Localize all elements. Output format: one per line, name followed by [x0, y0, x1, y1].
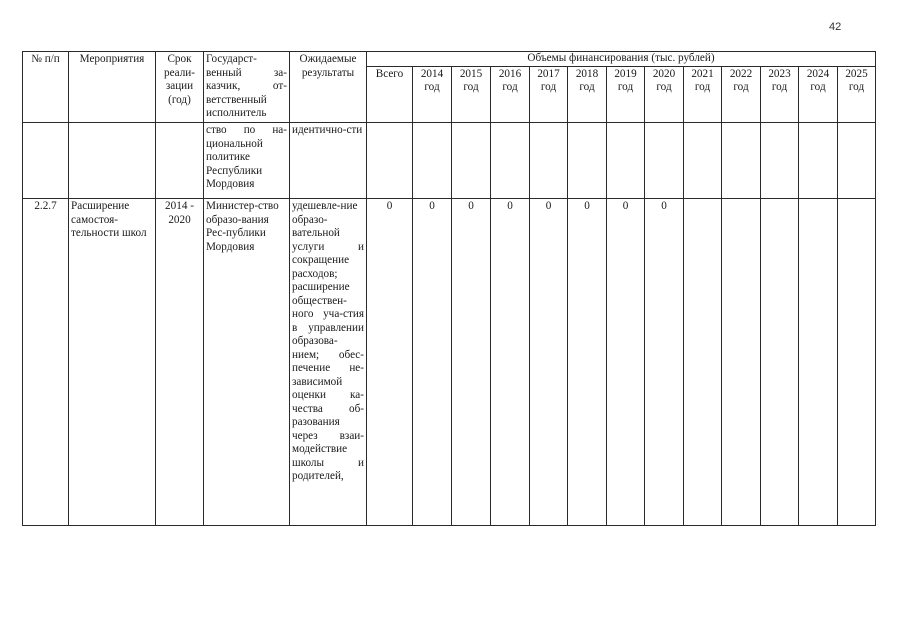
header-year: 2014 год [413, 67, 452, 123]
row-customer: Министер-ство образо-вания Рес-публики Мордовия [204, 199, 290, 526]
row-value [722, 123, 761, 199]
row-value [684, 199, 722, 526]
table-row [23, 199, 876, 526]
row-value [799, 199, 838, 526]
row-value: 0 [568, 199, 607, 526]
row-value [684, 123, 722, 199]
row-value [838, 123, 876, 199]
row-total [367, 123, 413, 199]
header-year: 2025 год [838, 67, 876, 123]
table-row [23, 123, 876, 199]
row-value [761, 199, 799, 526]
header-year: 2018 год [568, 67, 607, 123]
row-term: 2014 - 2020 [156, 199, 204, 526]
header-year: 2020 год [645, 67, 684, 123]
row-event: Расширение самостоя-тельности школ [69, 199, 156, 526]
header-year: 2021 год [684, 67, 722, 123]
row-results: идентично-сти [290, 123, 367, 199]
header-event: Мероприятия [69, 52, 156, 123]
header-year: 2022 год [722, 67, 761, 123]
header-total: Всего [367, 67, 413, 123]
row-customer: ство по на-циональной политике Республики Мордовия [204, 123, 290, 199]
row-value [722, 199, 761, 526]
row-event [69, 123, 156, 199]
row-value [838, 199, 876, 526]
row-value [645, 123, 684, 199]
header-customer: Государст-венный за-казчик, от-ветственный исполнитель [204, 52, 290, 123]
row-num: 2.2.7 [23, 199, 69, 526]
header-row-top [23, 52, 876, 67]
row-results: удешевле-ние образо-вательной услуги и сокращение расходов; расширение обществен-ного уча-стия в управлении образова-нием; обес-печение не-зависимой оценки ка-чества об-разования через взаи-модействие школы и родителей, [290, 199, 367, 526]
row-term [156, 123, 204, 199]
row-value: 0 [413, 199, 452, 526]
header-num: № п/п [23, 52, 69, 123]
funding-table [22, 51, 876, 526]
row-value [491, 123, 530, 199]
row-value [799, 123, 838, 199]
header-year: 2017 год [530, 67, 568, 123]
row-value: 0 [491, 199, 530, 526]
row-value: 0 [607, 199, 645, 526]
header-funding-group: Объемы финансирования (тыс. рублей) [367, 52, 876, 67]
header-year: 2024 год [799, 67, 838, 123]
row-value [530, 123, 568, 199]
header-year: 2015 год [452, 67, 491, 123]
page-number: 42 [829, 21, 842, 33]
row-num [23, 123, 69, 199]
row-value: 0 [645, 199, 684, 526]
row-total: 0 [367, 199, 413, 526]
row-value [413, 123, 452, 199]
row-value: 0 [530, 199, 568, 526]
header-year: 2019 год [607, 67, 645, 123]
row-value [452, 123, 491, 199]
header-results: Ожидаемые результаты [290, 52, 367, 123]
header-term: Срок реали-зации (год) [156, 52, 204, 123]
header-year: 2016 год [491, 67, 530, 123]
row-value [607, 123, 645, 199]
row-value: 0 [452, 199, 491, 526]
row-value [568, 123, 607, 199]
header-year: 2023 год [761, 67, 799, 123]
row-value [761, 123, 799, 199]
